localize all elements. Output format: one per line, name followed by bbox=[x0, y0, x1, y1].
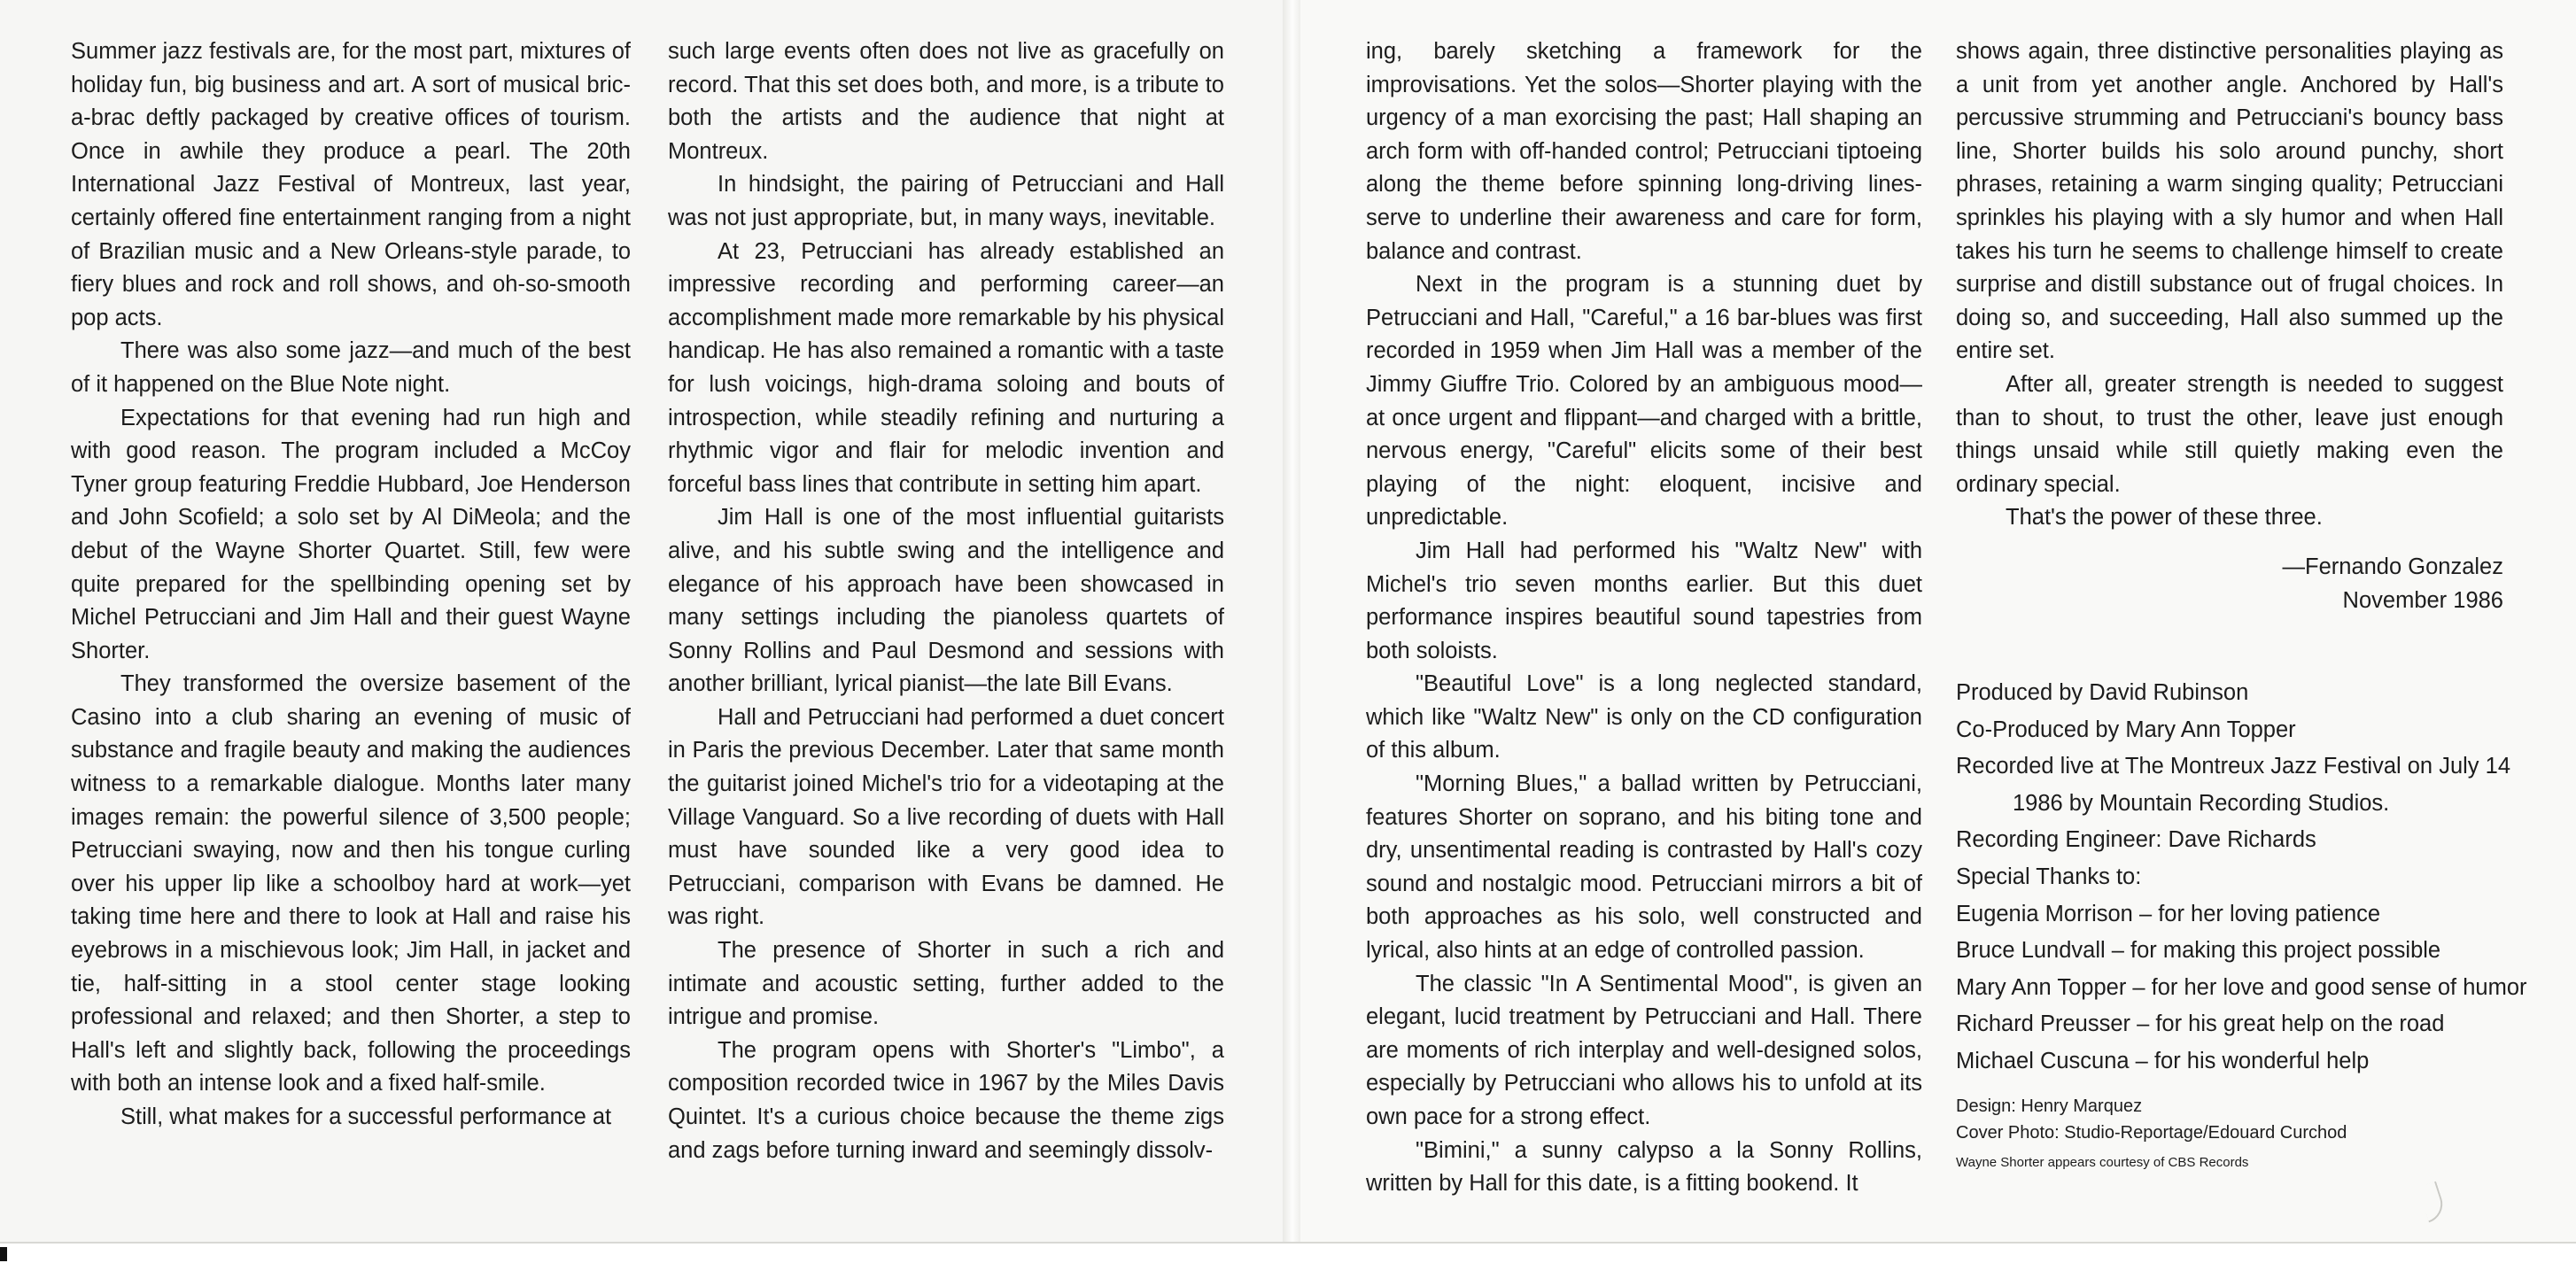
paragraph: That's the power of these three. bbox=[2006, 505, 2323, 531]
essay-column-2 bbox=[668, 35, 1224, 1167]
paragraph: In hindsight, the pairing of Petrucciani and Hall was not just appropriate, but, in many ways, inevitable. bbox=[668, 172, 1224, 230]
paragraph: The classic "In A Sentimental Mood", is given an elegant, lucid treatment by Petrucciani and Hall. There are moments of rich interplay and well-designed solos, especially by Petrucciani who allows his to unfold at its own pace for a strong effect. bbox=[1366, 971, 1922, 1129]
thanks-item: Richard Preusser – for his great help on the road bbox=[1956, 1011, 2445, 1037]
paragraph: "Beautiful Love" is a long neglected standard, which like "Waltz New" is only on the CD configuration of this album. bbox=[1366, 671, 1922, 763]
paragraph: "Morning Blues," a ballad written by Petrucciani, features Shorter on soprano, and his biting tone and dry, unsentimental reading is contrasted by Hall's cozy sound and nostalgic mood. Petrucciani mirrors a bit of both approaches as his solo, well constructed and lyrical, also hints at an edge of controlled passion. bbox=[1366, 771, 1922, 964]
scan-edge-mark bbox=[0, 1247, 7, 1261]
thanks-item: Mary Ann Topper – for her love and good sense of humor bbox=[1956, 974, 2527, 1000]
thanks-heading: Special Thanks to: bbox=[1956, 864, 2142, 889]
paragraph: The presence of Shorter in such a rich and intimate and acoustic setting, further added to the intrigue and promise. bbox=[668, 938, 1224, 1030]
credit-engineer: Recording Engineer: Dave Richards bbox=[1956, 827, 2316, 853]
essay-column-1 bbox=[71, 35, 631, 1135]
credit-recorded: Recorded live at The Montreux Jazz Festival on July 14 bbox=[1956, 754, 2510, 779]
credit-producer: Produced by David Rubinson bbox=[1956, 680, 2249, 705]
paragraph: Summer jazz festivals are, for the most part, mixtures of holiday fun, big business and art. A sort of musical bric-a-brac deftly packaged by creative offices of tourism. Once in awhile they produce a pearl. The 20th International Jazz Festival of Montreux, last year, certainly offered fine entertainment ranging from a night of Brazilian music and a New Orleans-style parade, to fiery blues and rock and roll shows, and oh-so-smooth pop acts. bbox=[71, 39, 631, 330]
paragraph: The program opens with Shorter's "Limbo", a composition recorded twice in 1967 by the Miles Davis Quintet. It's a curious choice because the theme zigs and zags before turning inward and seemingly dissolv- bbox=[668, 1037, 1224, 1163]
credit-cover-photo: Cover Photo: Studio-Reportage/Edouard Curchod bbox=[1956, 1122, 2347, 1143]
paragraph: Jim Hall had performed his "Waltz New" with Michel's trio seven months earlier. But this duet performance inspires beautiful sound tapestries from both soloists. bbox=[1366, 538, 1922, 663]
credit-design: Design: Henry Marquez bbox=[1956, 1096, 2143, 1116]
credit-coproducer: Co-Produced by Mary Ann Topper bbox=[1956, 717, 2296, 742]
paragraph: such large events often does not live as gracefully on record. That this set does both, and more, is a tribute to both the artists and the audience that night at Montreux. bbox=[668, 39, 1224, 164]
spacer bbox=[1956, 1081, 2558, 1093]
paragraph: After all, greater strength is needed to suggest than to shout, to trust the other, leave just enough things unsaid while still quietly making even the ordinary special. bbox=[1956, 371, 2503, 497]
scan-bottom-edge bbox=[0, 1242, 2576, 1263]
album-credits bbox=[1956, 675, 2558, 1174]
paragraph: Hall and Petrucciani had performed a duet concert in Paris the previous December. Later that same month the guitarist joined Michel's trio for a videotaping at the Village Vanguard. So a live recording of duets with Hall must have sounded like a very good idea to Petrucciani, comparison with Evans be damned. He was right. bbox=[668, 704, 1224, 930]
thanks-item: Michael Cuscuna – for his wonderful help bbox=[1956, 1048, 2370, 1073]
thanks-item: Bruce Lundvall – for making this project possible bbox=[1956, 938, 2441, 964]
thanks-item: Eugenia Morrison – for her loving patience bbox=[1956, 901, 2381, 926]
paragraph: "Bimini," a sunny calypso a la Sonny Rollins, written by Hall for this date, is a fitting bookend. It bbox=[1366, 1137, 1922, 1197]
paragraph: At 23, Petrucciani has already established an impressive recording and performing career—an accomplishment made more remarkable by his physical handicap. He has also remained a romantic with a taste for lush voicings, high-drama soloing and bouts of introspection, while steadily refining and nurturing a rhythmic vigor and flair for melodic invention and forceful bass lines that contribute in setting him apart. bbox=[668, 238, 1224, 497]
paragraph: ing, barely sketching a framework for the improvisations. Yet the solos—Shorter playing with the urgency of a man exorcising the past; Hall shaping an arch form with off-handed control; Petrucciani tiptoeing along the theme before spinning long-driving lines-serve to underline their awareness and care for form, balance and contrast. bbox=[1366, 39, 1922, 264]
signature-author: —Fernando Gonzalez bbox=[2282, 554, 2503, 579]
credit-courtesy: Wayne Shorter appears courtesy of CBS Records bbox=[1956, 1154, 2249, 1170]
signature-date: November 1986 bbox=[2342, 587, 2503, 613]
paragraph: Expectations for that evening had run high and with good reason. The program included a McCoy Tyner group featuring Freddie Hubbard, Joe Henderson and John Scofield; a solo set by Al DiMeola; and the debut of the Wayne Shorter Quartet. Still, few were quite prepared for the spellbinding opening set by Michel Petrucciani and Jim Hall and their guest Wayne Shorter. bbox=[71, 405, 631, 663]
paragraph: Still, what makes for a successful performance at bbox=[120, 1104, 612, 1129]
paragraph: shows again, three distinctive personalities playing as a unit from yet another angle. Anchored by Hall's percussive strumming and Petrucciani's bouncy bass line, Shorter builds his solo around punchy, short phrases, retaining a warm singing quality; Petrucciani sprinkles his playing with a sly humor and when Hall takes his turn he seems to challenge himself to create surprise and distill substance out of frugal choices. In doing so, and succeeding, Hall also summed up the entire set. bbox=[1956, 39, 2503, 364]
essay-column-3 bbox=[1366, 35, 1922, 1201]
paragraph: Next in the program is a stunning duet by Petrucciani and Hall, "Careful," a 16 bar-blues was first recorded in 1959 when Jim Hall was a member of the Jimmy Giuffre Trio. Colored by an ambiguous mood—at once urgent and flippant—and charged with a brittle, nervous energy, "Careful" elicits some of their best playing of the night: eloquent, incisive and unpredictable. bbox=[1366, 272, 1922, 531]
page-fold bbox=[1283, 0, 1300, 1242]
paragraph: Jim Hall is one of the most influential guitarists alive, and his subtle swing and the intelligence and elegance of his approach have been showcased in many settings including the pianoless quartets of Sonny Rollins and Paul Desmond and sessions with another brilliant, lyrical pianist—the late Bill Evans. bbox=[668, 505, 1224, 697]
essay-column-4 bbox=[1956, 35, 2503, 617]
paragraph: They transformed the oversize basement of the Casino into a club sharing an evening of music of substance and fragile beauty and making the audiences witness to a remarkable dialogue. Months later many images remain: the powerful silence of 3,500 people; Petrucciani swaying, now and then his tongue curling over his upper lip like a schoolboy hard at work—yet taking time here and there to look at Hall and raise his eyebrows in a mischievous look; Jim Hall, in jacket and tie, half-sitting in a stool center stage looking professional and relaxed; and then Shorter, a step to Hall's left and slightly back, following the proceedings with both an intense look and a fixed half-smile. bbox=[71, 671, 631, 1096]
paragraph: There was also some jazz—and much of the best of it happened on the Blue Note night. bbox=[71, 338, 631, 397]
credit-recorded-continued: 1986 by Mountain Recording Studios. bbox=[2013, 790, 2390, 816]
